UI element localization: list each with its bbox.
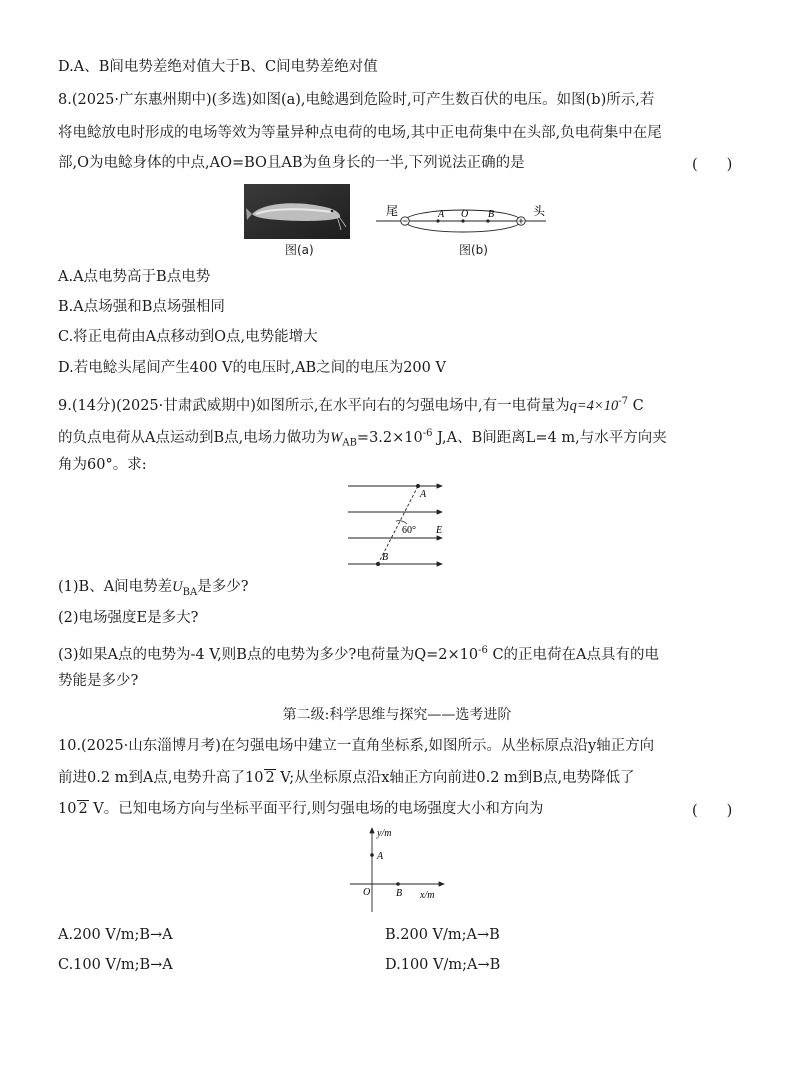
sqrt-radicand: 2 — [265, 770, 275, 786]
q8-fig-b-tail-label: 尾 — [386, 204, 399, 218]
q9-stem-line2: 的负点电荷从A点运动到B点,电场力做功为$W_{AB}=3.2\times 10^{-6}$ J,A、B间距离L=4 m,与水平方向夹 — [58, 428, 667, 449]
q10-fig-x-axis-label: x/m — [420, 890, 435, 901]
q10-figure-axes — [348, 824, 448, 916]
q8-figure-b-caption: 图(b) — [459, 243, 488, 257]
q8-figure-b-diagram — [372, 198, 552, 242]
q8-answer-paren: ( ) — [692, 157, 733, 173]
q10-option-a: A.200 V/m;B→A — [58, 927, 173, 943]
q9-sub1: (1)B、A间电势差$U_{BA}$是多少? — [58, 579, 249, 598]
q8-stem-line1: 8.(2025·广东惠州期中)(多选)如图(a),电鲶遇到危险时,可产生数百伏的电压。如图(b)所示,若 — [58, 92, 655, 108]
q8-fig-b-head-label: 头 — [533, 204, 546, 218]
q10-option-c: C.100 V/m;B→A — [58, 957, 173, 973]
q9-stem-line3: 角为60°。求: — [58, 457, 147, 473]
q9-stem-line1: 9.(14分)(2025·甘肃武威期中)如图所示,在水平向右的匀强电场中,有一电荷量为$q=4\times 10^{-7}$ C — [58, 396, 644, 414]
q9-figure-field — [346, 478, 448, 573]
q7-option-d: D.A、B间电势差绝对值大于B、C间电势差绝对值 — [58, 59, 378, 75]
q8-stem-line2: 将电鲶放电时形成的电场等效为等量异种点电荷的电场,其中正电荷集中在头部,负电荷集中在尾 — [58, 125, 662, 141]
q10-fig-point-a: A — [377, 851, 384, 862]
q9-sub3-line1: (3)如果A点的电势为-4 V,则B点的电势为多少?电荷量为$Q=2\times 10^{-6}$ C的正电荷在A点具有的电 — [58, 645, 660, 663]
q8-option-c: C.将正电荷由A点移动到O点,电势能增大 — [58, 329, 318, 345]
q8-figure-a-photo — [244, 184, 350, 239]
q8-option-a: A.A点电势高于B点电势 — [58, 269, 211, 285]
q9-fig-point-a: A — [420, 489, 427, 500]
section-heading-level2: 第二级:科学思维与探究——选考进阶 — [282, 707, 512, 723]
q10-option-d: D.100 V/m;A→B — [385, 957, 501, 973]
q8-fig-b-point-b: B — [488, 209, 495, 220]
q9-sub3-line2: 势能是多少? — [58, 673, 139, 689]
sqrt-radicand: 2 — [78, 801, 88, 817]
q8-figure-a-caption: 图(a) — [285, 243, 314, 257]
q10-fig-y-axis-label: y/m — [377, 828, 392, 839]
q9-sub2: (2)电场强度E是多大? — [58, 610, 199, 626]
q9-fig-angle: 60° — [402, 525, 416, 536]
q9-fig-field-e: E — [436, 525, 443, 536]
q10-option-b: B.200 V/m;A→B — [385, 927, 500, 943]
q8-fig-b-point-o: O — [461, 209, 469, 220]
q8-stem-line3: 部,O为电鲶身体的中点,AO=BO且AB为鱼身长的一半,下列说法正确的是 — [58, 155, 525, 171]
q8-fig-b-point-a: A — [438, 209, 445, 220]
q10-fig-origin-label: O — [363, 887, 371, 898]
q9-fig-point-b: B — [382, 552, 389, 563]
q10-stem-line2: 前进0.2 m到A点,电势升高了10 2 V;从坐标原点沿x轴正方向前进0.2 m到B点,电势降低了 — [58, 770, 635, 786]
q8-option-b: B.A点场强和B点场强相同 — [58, 299, 225, 315]
q10-stem-line3: 10 2 V。已知电场方向与坐标平面平行,则匀强电场的电场强度大小和方向为 — [58, 801, 544, 817]
q10-stem-line1: 10.(2025·山东淄博月考)在匀强电场中建立一直角坐标系,如图所示。从坐标原点沿y轴正方向 — [58, 738, 655, 754]
q10-answer-paren: ( ) — [692, 803, 733, 819]
q8-option-d: D.若电鲶头尾间产生400 V的电压时,AB之间的电压为200 V — [58, 360, 446, 376]
q10-fig-point-b: B — [396, 888, 403, 899]
